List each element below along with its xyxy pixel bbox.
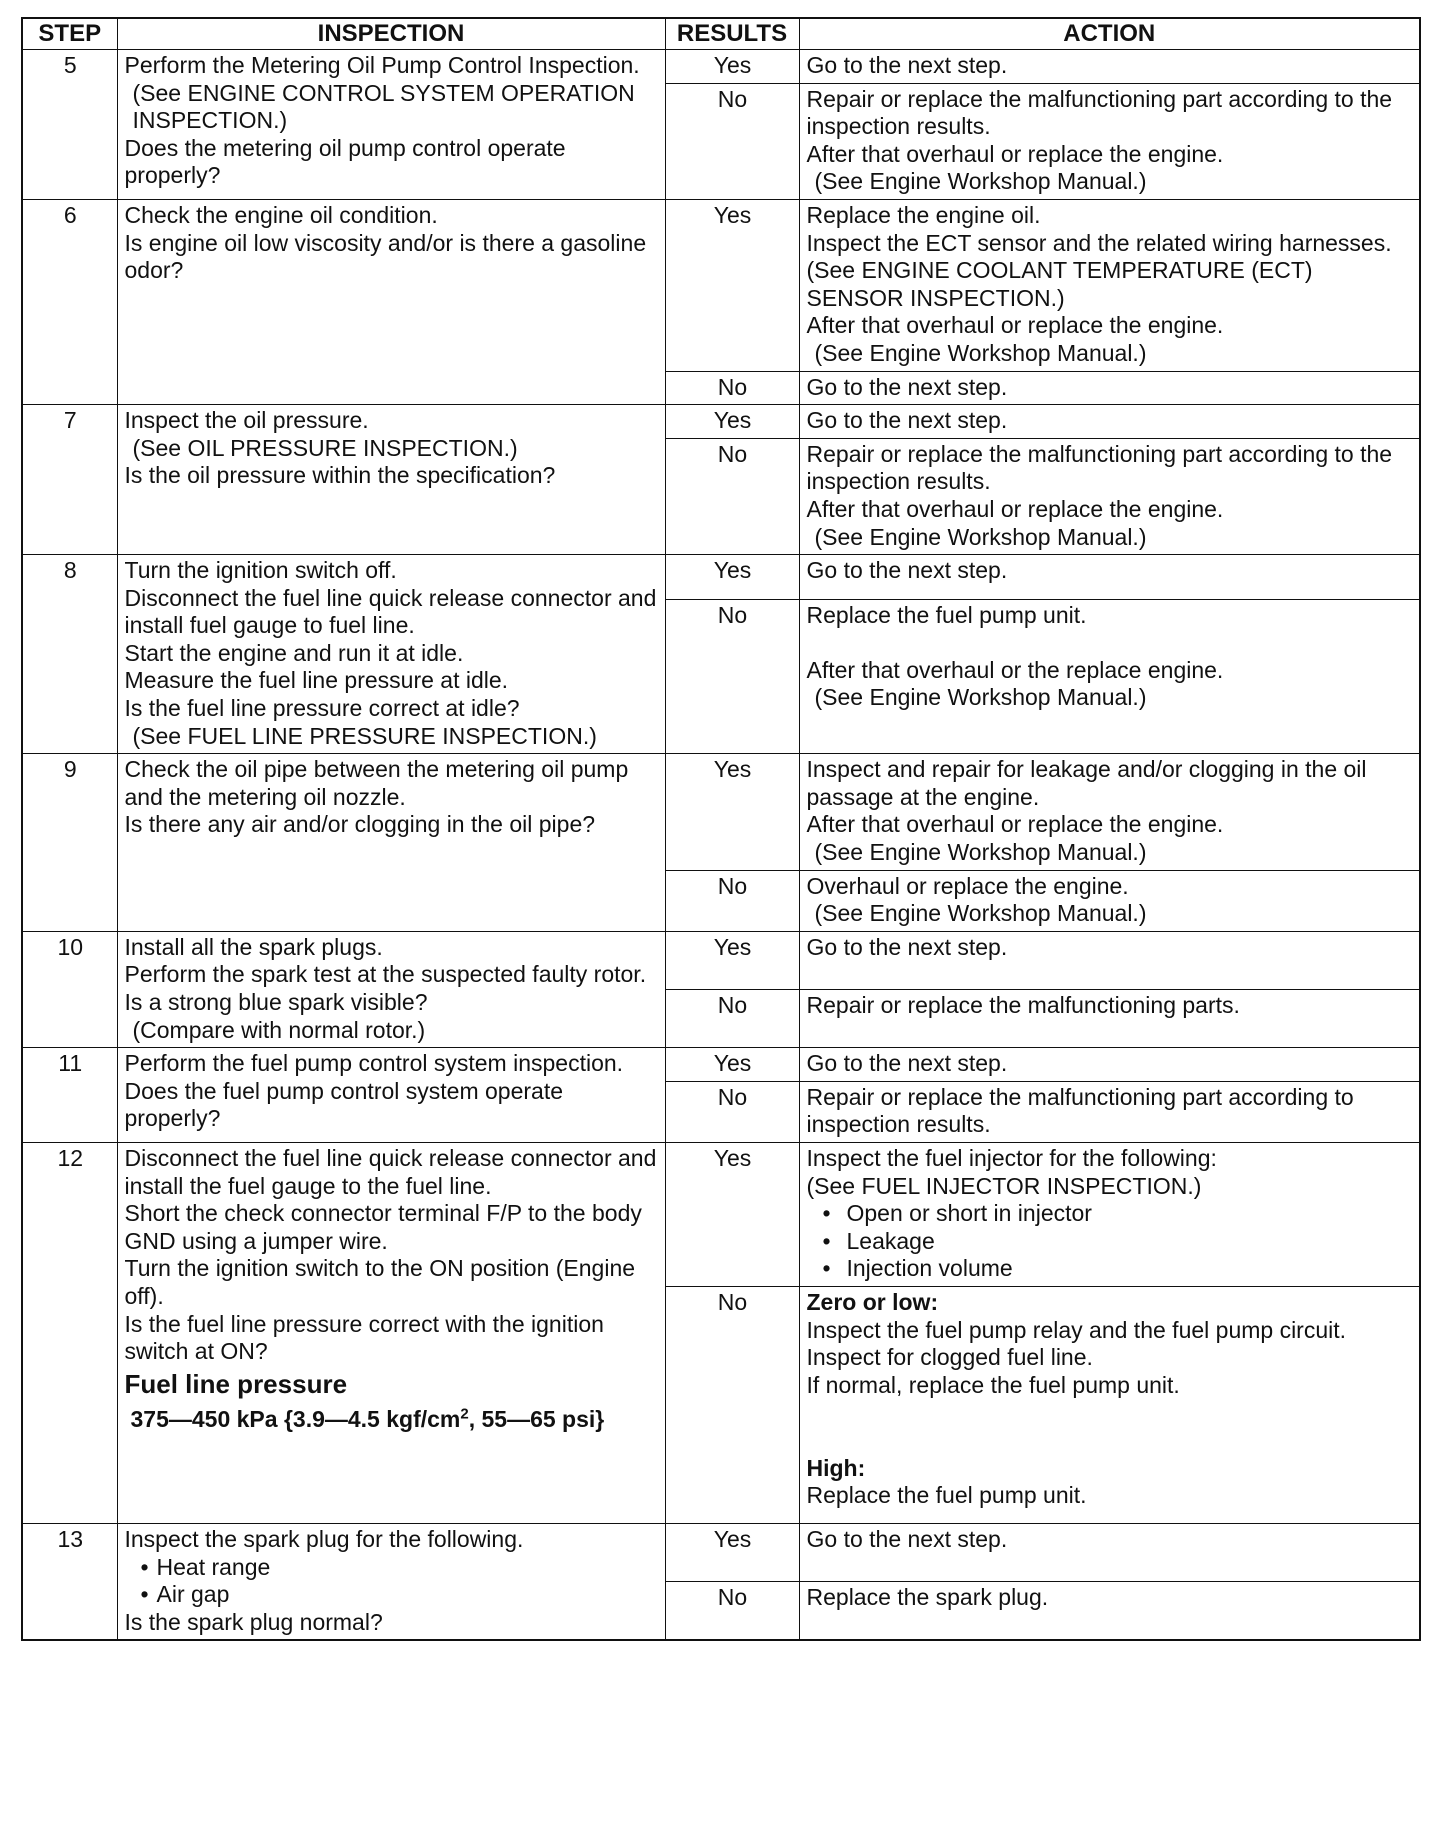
step-number: 8 — [22, 555, 117, 754]
action-reference: (See Engine Workshop Manual.) — [814, 900, 1147, 927]
action-text: Repair or replace the malfunctioning part according to the inspection results. — [806, 440, 1393, 495]
step-number: 13 — [22, 1523, 117, 1640]
spacer — [807, 629, 1414, 657]
action-text: Go to the next step. — [806, 1525, 1008, 1552]
spacer — [807, 1427, 1414, 1455]
bullet-item: • Injection volume — [807, 1255, 1414, 1283]
result-yes: Yes — [665, 754, 799, 870]
action-text: Repair or replace the malfunctioning part according to inspection results. — [806, 1083, 1354, 1138]
inspection-text: Disconnect the fuel line quick release connector and install the fuel gauge to the fuel line. — [124, 1144, 657, 1199]
step-inspection — [117, 931, 665, 1047]
result-no: No — [665, 870, 799, 931]
spec-value-main: 375—450 kPa {3.9—4.5 kgf/cm — [130, 1405, 461, 1432]
result-yes: Yes — [665, 1048, 799, 1082]
step-11-yes-row — [22, 1048, 1420, 1082]
diagnostic-table — [21, 17, 1421, 1641]
action-text: Inspect the fuel injector for the following: — [806, 1144, 1217, 1171]
step-number: 10 — [22, 931, 117, 1047]
step-number: 12 — [22, 1142, 117, 1523]
condition-label: High: — [806, 1454, 866, 1481]
result-yes: Yes — [665, 199, 799, 371]
step-number: 5 — [22, 50, 117, 200]
action-yes — [799, 931, 1420, 989]
action-yes — [799, 1523, 1420, 1581]
action-no — [799, 83, 1420, 199]
action-yes — [799, 754, 1420, 870]
action-yes — [799, 199, 1420, 371]
inspection-question: Does the fuel pump control system operate properly? — [124, 1077, 564, 1132]
result-no: No — [665, 1286, 799, 1523]
inspection-question: Is the spark plug normal? — [124, 1608, 383, 1635]
inspection-text: Install all the spark plugs. — [124, 933, 383, 960]
step-9-yes-row — [22, 754, 1420, 870]
result-no: No — [665, 990, 799, 1048]
header-results: RESULTS — [665, 18, 799, 50]
spec-value-superscript: 2 — [460, 1405, 469, 1423]
action-text: After that overhaul or replace the engine. — [806, 140, 1224, 167]
action-yes — [799, 405, 1420, 439]
step-inspection — [117, 50, 665, 200]
action-no — [799, 1581, 1420, 1640]
inspection-text: Inspect the oil pressure. — [124, 407, 369, 434]
step-13-yes-row — [22, 1523, 1420, 1581]
action-yes — [799, 1142, 1420, 1286]
action-text: Inspect the fuel pump relay and the fuel pump circuit. — [806, 1316, 1347, 1343]
action-text: Go to the next step. — [806, 52, 1008, 78]
step-inspection — [117, 1142, 665, 1523]
step-number: 7 — [22, 405, 117, 555]
spec-value-tail: , 55—65 psi} — [468, 1405, 605, 1432]
action-text: If normal, replace the fuel pump unit. — [806, 1371, 1180, 1398]
inspection-question: Is the oil pressure within the specification? — [124, 462, 556, 489]
inspection-note: (Compare with normal rotor.) — [132, 1016, 426, 1043]
action-text: Replace the engine oil. — [806, 201, 1041, 228]
action-yes — [799, 555, 1420, 600]
step-inspection — [117, 405, 665, 555]
action-no — [799, 599, 1420, 754]
action-yes — [799, 50, 1420, 84]
header-inspection: INSPECTION — [117, 18, 665, 50]
inspection-text: Perform the Metering Oil Pump Control Inspection. — [124, 52, 640, 78]
condition-label: Zero or low: — [806, 1288, 939, 1315]
inspection-text: Turn the ignition switch to the ON position (Engine off). — [124, 1255, 636, 1309]
inspection-question: Is there any air and/or clogging in the oil pipe? — [124, 811, 596, 838]
action-text: After that overhaul or replace the engine. — [806, 495, 1224, 522]
step-12-yes-row — [22, 1142, 1420, 1286]
inspection-text: Inspect the spark plug for the following. — [124, 1525, 524, 1552]
step-number: 11 — [22, 1048, 117, 1143]
inspection-reference: (See OIL PRESSURE INSPECTION.) — [132, 434, 518, 461]
inspection-text: Measure the fuel line pressure at idle. — [124, 667, 509, 694]
inspection-text: Perform the fuel pump control system inspection. — [124, 1050, 624, 1077]
inspection-text: Short the check connector terminal F/P to the body GND using a jumper wire. — [124, 1200, 642, 1254]
inspection-text: Turn the ignition switch off. — [124, 557, 397, 584]
step-6-yes-row — [22, 199, 1420, 371]
bullet-item: • Open or short in injector — [807, 1200, 1414, 1228]
action-yes — [799, 1048, 1420, 1082]
action-text: Go to the next step. — [806, 1050, 1008, 1077]
action-text: Inspect the ECT sensor and the related wiring harnesses. — [806, 229, 1392, 256]
step-inspection — [117, 1048, 665, 1143]
action-text: Replace the spark plug. — [806, 1583, 1049, 1610]
result-yes: Yes — [665, 1142, 799, 1286]
result-yes: Yes — [665, 405, 799, 439]
action-no — [799, 990, 1420, 1048]
bullet-item: • Leakage — [807, 1228, 1414, 1256]
action-reference: (See ENGINE COOLANT TEMPERATURE (ECT) SENSOR INSPECTION.) — [806, 257, 1313, 311]
step-10-yes-row — [22, 931, 1420, 989]
spec-title: Fuel line pressure — [124, 1368, 348, 1399]
action-text: Repair or replace the malfunctioning part according to the inspection results. — [806, 85, 1393, 140]
inspection-text: Perform the spark test at the suspected faulty rotor. — [124, 961, 647, 988]
result-no: No — [665, 1581, 799, 1640]
action-text: After that overhaul or replace the engine. — [806, 811, 1224, 838]
step-7-yes-row — [22, 405, 1420, 439]
step-inspection — [117, 1523, 665, 1640]
action-text: Go to the next step. — [806, 407, 1008, 434]
inspection-reference: (See ENGINE CONTROL SYSTEM OPERATION INSPECTION.) — [132, 79, 635, 134]
step-number: 9 — [22, 754, 117, 932]
result-no: No — [665, 371, 799, 405]
result-yes: Yes — [665, 1523, 799, 1581]
result-no: No — [665, 438, 799, 554]
inspection-question: Is a strong blue spark visible? — [124, 989, 428, 1015]
step-number: 6 — [22, 199, 117, 404]
step-inspection — [117, 555, 665, 754]
inspection-text: Disconnect the fuel line quick release connector and install fuel gauge to fuel line. — [124, 584, 657, 639]
inspection-text: Check the oil pipe between the metering oil pump and the metering oil nozzle. — [124, 756, 629, 810]
action-text: Inspect and repair for leakage and/or clogging in the oil passage at the engine. — [806, 756, 1367, 810]
action-reference: (See Engine Workshop Manual.) — [814, 339, 1147, 366]
action-text: Inspect for clogged fuel line. — [806, 1344, 1093, 1371]
result-yes: Yes — [665, 50, 799, 84]
result-yes: Yes — [665, 931, 799, 989]
action-no — [799, 371, 1420, 405]
action-no — [799, 1286, 1420, 1523]
result-no: No — [665, 83, 799, 199]
spec-value — [125, 1406, 659, 1434]
action-text: After that overhaul or the replace engine. — [806, 656, 1224, 683]
action-reference: (See Engine Workshop Manual.) — [814, 168, 1147, 195]
inspection-text: Start the engine and run it at idle. — [124, 639, 464, 666]
action-reference: (See Engine Workshop Manual.) — [814, 523, 1147, 550]
action-no — [799, 438, 1420, 554]
header-step: STEP — [22, 18, 117, 50]
step-8-yes-row — [22, 555, 1420, 600]
inspection-reference: (See FUEL LINE PRESSURE INSPECTION.) — [132, 722, 597, 749]
action-text: Go to the next step. — [806, 933, 1008, 960]
action-text: Repair or replace the malfunctioning parts. — [806, 992, 1240, 1018]
header-action: ACTION — [799, 18, 1420, 50]
action-text: Go to the next step. — [806, 373, 1008, 400]
inspection-question: Is the fuel line pressure correct with the ignition switch at ON? — [124, 1310, 604, 1365]
inspection-text: Check the engine oil condition. — [124, 201, 438, 228]
spacer — [807, 1399, 1414, 1427]
result-yes: Yes — [665, 555, 799, 600]
result-no: No — [665, 1081, 799, 1142]
header-row — [22, 18, 1420, 50]
action-text: Replace the fuel pump unit. — [806, 601, 1087, 628]
bullet-item: • Air gap — [125, 1581, 659, 1609]
action-reference: (See Engine Workshop Manual.) — [814, 839, 1147, 866]
action-text: Go to the next step. — [806, 557, 1008, 584]
step-inspection — [117, 754, 665, 932]
inspection-question: Is the fuel line pressure correct at idle? — [124, 695, 520, 722]
action-reference: (See Engine Workshop Manual.) — [814, 684, 1147, 711]
inspection-question: Does the metering oil pump control operate properly? — [124, 134, 566, 189]
action-reference: (See FUEL INJECTOR INSPECTION.) — [806, 1172, 1202, 1199]
action-text: Replace the fuel pump unit. — [806, 1482, 1087, 1509]
step-inspection — [117, 199, 665, 404]
bullet-item: • Heat range — [125, 1554, 659, 1582]
action-text: After that overhaul or replace the engine. — [806, 312, 1224, 339]
action-no — [799, 870, 1420, 931]
step-5-yes-row — [22, 50, 1420, 84]
action-text: Overhaul or replace the engine. — [806, 872, 1129, 899]
action-no — [799, 1081, 1420, 1142]
result-no: No — [665, 599, 799, 754]
inspection-question: Is engine oil low viscosity and/or is there a gasoline odor? — [124, 229, 647, 284]
